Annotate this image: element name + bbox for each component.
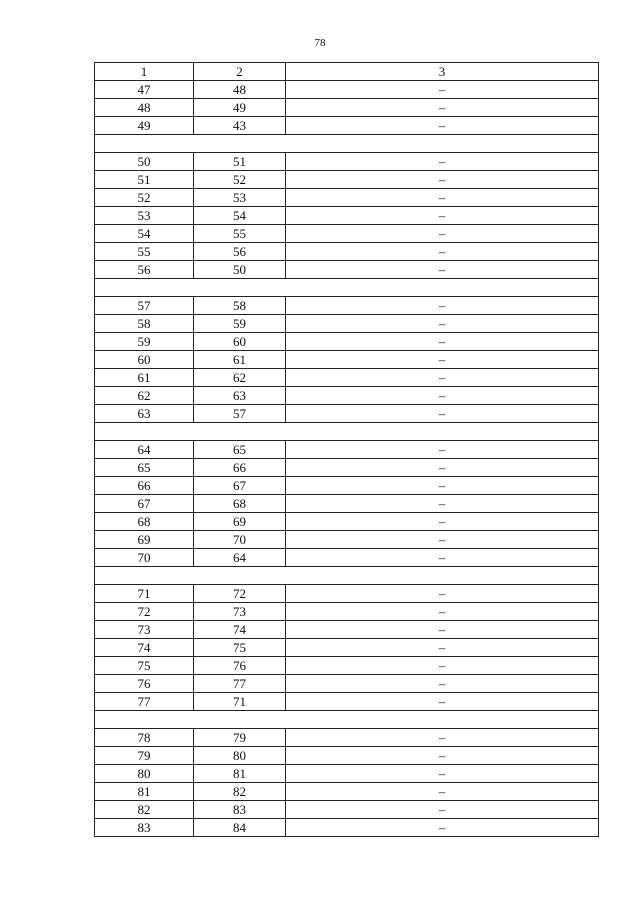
table-cell-col-1: 55	[95, 243, 194, 261]
table-row	[95, 783, 599, 801]
table-cell-col-2: 77	[194, 675, 286, 693]
table-cell-col-3: –	[286, 765, 599, 783]
table-cell-col-3: –	[286, 171, 599, 189]
table-row	[95, 585, 599, 603]
table-row	[95, 459, 599, 477]
table-cell-col-1: 62	[95, 387, 194, 405]
table-cell-col-3: –	[286, 675, 599, 693]
table-cell-col-3: –	[286, 603, 599, 621]
table-cell-col-3: –	[286, 747, 599, 765]
table-body	[95, 81, 599, 837]
table-cell-col-3: –	[286, 531, 599, 549]
table-cell-col-3: –	[286, 585, 599, 603]
table-cell-col-3: –	[286, 693, 599, 711]
table-row	[95, 495, 599, 513]
table-cell-col-1: 50	[95, 153, 194, 171]
table-cell-col-3: –	[286, 441, 599, 459]
column-header-2: 2	[194, 63, 286, 81]
table-cell-col-2: 71	[194, 693, 286, 711]
table-row	[95, 729, 599, 747]
page-number: 78	[314, 37, 326, 49]
table-row	[95, 369, 599, 387]
table-cell-col-3: –	[286, 369, 599, 387]
table-cell-col-2: 50	[194, 261, 286, 279]
table-cell-col-3: –	[286, 297, 599, 315]
header-row	[95, 63, 599, 81]
table-cell-col-2: 70	[194, 531, 286, 549]
table-cell-col-1: 82	[95, 801, 194, 819]
table-cell-col-2: 58	[194, 297, 286, 315]
table-row	[95, 801, 599, 819]
table-row	[95, 225, 599, 243]
group-separator-row	[95, 567, 599, 585]
group-separator-row	[95, 135, 599, 153]
table-cell-col-3: –	[286, 513, 599, 531]
table-cell-col-3: –	[286, 783, 599, 801]
table-cell-col-1: 53	[95, 207, 194, 225]
table-cell-col-3: –	[286, 459, 599, 477]
table-cell-col-1: 76	[95, 675, 194, 693]
table-row	[95, 387, 599, 405]
table-cell-col-1: 79	[95, 747, 194, 765]
table-row	[95, 477, 599, 495]
table-row	[95, 405, 599, 423]
table-cell-col-1: 54	[95, 225, 194, 243]
table-row	[95, 693, 599, 711]
table-cell-col-2: 56	[194, 243, 286, 261]
table-cell-col-1: 71	[95, 585, 194, 603]
table-cell-col-3: –	[286, 819, 599, 837]
table-cell-col-1: 48	[95, 99, 194, 117]
table-cell-col-1: 75	[95, 657, 194, 675]
table-row	[95, 819, 599, 837]
table-row	[95, 765, 599, 783]
table-row	[95, 531, 599, 549]
table-row	[95, 117, 599, 135]
table-row	[95, 351, 599, 369]
table-cell-col-3: –	[286, 621, 599, 639]
table-cell-col-3: –	[286, 477, 599, 495]
table-row	[95, 621, 599, 639]
table-cell-col-2: 66	[194, 459, 286, 477]
table-cell-col-3: –	[286, 729, 599, 747]
table-cell-col-2: 75	[194, 639, 286, 657]
table-cell-col-2: 83	[194, 801, 286, 819]
table-cell-col-2: 80	[194, 747, 286, 765]
table-cell-col-3: –	[286, 261, 599, 279]
table-cell-col-1: 52	[95, 189, 194, 207]
table-cell-col-2: 64	[194, 549, 286, 567]
table-cell-col-1: 78	[95, 729, 194, 747]
table-cell-col-2: 68	[194, 495, 286, 513]
table-cell-col-1: 61	[95, 369, 194, 387]
column-header-3: 3	[286, 63, 599, 81]
table-cell-col-2: 43	[194, 117, 286, 135]
table-cell-col-1: 68	[95, 513, 194, 531]
table-cell-col-2: 84	[194, 819, 286, 837]
table-cell-col-3: –	[286, 315, 599, 333]
table-cell-col-2: 81	[194, 765, 286, 783]
table-cell-col-3: –	[286, 153, 599, 171]
table-cell-col-3: –	[286, 333, 599, 351]
table-cell-col-2: 67	[194, 477, 286, 495]
table-cell-col-3: –	[286, 117, 599, 135]
table-cell-col-1: 65	[95, 459, 194, 477]
table-cell-col-2: 62	[194, 369, 286, 387]
table-cell-col-1: 57	[95, 297, 194, 315]
table-row	[95, 441, 599, 459]
table-cell-col-3: –	[286, 549, 599, 567]
table-row	[95, 189, 599, 207]
table-cell-col-1: 59	[95, 333, 194, 351]
table-cell-col-2: 57	[194, 405, 286, 423]
separator-cell	[95, 567, 599, 585]
table-row	[95, 81, 599, 99]
table-cell-col-3: –	[286, 81, 599, 99]
table-cell-col-2: 55	[194, 225, 286, 243]
table-cell-col-2: 72	[194, 585, 286, 603]
group-separator-row	[95, 711, 599, 729]
table-cell-col-2: 73	[194, 603, 286, 621]
column-header-1: 1	[95, 63, 194, 81]
table-cell-col-1: 49	[95, 117, 194, 135]
table-row	[95, 549, 599, 567]
table-cell-col-2: 54	[194, 207, 286, 225]
table-cell-col-1: 58	[95, 315, 194, 333]
table-cell-col-1: 70	[95, 549, 194, 567]
table-cell-col-3: –	[286, 225, 599, 243]
table-cell-col-3: –	[286, 495, 599, 513]
separator-cell	[95, 135, 599, 153]
table-row	[95, 297, 599, 315]
table-header	[95, 63, 599, 81]
table-cell-col-1: 77	[95, 693, 194, 711]
table-cell-col-2: 48	[194, 81, 286, 99]
table-row	[95, 747, 599, 765]
group-separator-row	[95, 423, 599, 441]
table-cell-col-1: 72	[95, 603, 194, 621]
separator-cell	[95, 423, 599, 441]
table-cell-col-2: 65	[194, 441, 286, 459]
table-row	[95, 657, 599, 675]
table-row	[95, 171, 599, 189]
table-cell-col-1: 60	[95, 351, 194, 369]
table-cell-col-1: 63	[95, 405, 194, 423]
table-cell-col-1: 73	[95, 621, 194, 639]
table-row	[95, 513, 599, 531]
table-row	[95, 207, 599, 225]
table-cell-col-1: 74	[95, 639, 194, 657]
table-row	[95, 333, 599, 351]
table-cell-col-3: –	[286, 207, 599, 225]
table-cell-col-3: –	[286, 243, 599, 261]
table-cell-col-2: 53	[194, 189, 286, 207]
table-cell-col-1: 64	[95, 441, 194, 459]
table-cell-col-2: 82	[194, 783, 286, 801]
table-row	[95, 675, 599, 693]
table-cell-col-1: 69	[95, 531, 194, 549]
table-cell-col-3: –	[286, 99, 599, 117]
table-cell-col-3: –	[286, 387, 599, 405]
table-row	[95, 639, 599, 657]
table-cell-col-3: –	[286, 405, 599, 423]
separator-cell	[95, 711, 599, 729]
table-cell-col-3: –	[286, 639, 599, 657]
table-cell-col-3: –	[286, 189, 599, 207]
table-cell-col-1: 51	[95, 171, 194, 189]
table-row	[95, 243, 599, 261]
table-cell-col-2: 76	[194, 657, 286, 675]
table-cell-col-2: 63	[194, 387, 286, 405]
table-cell-col-2: 49	[194, 99, 286, 117]
table-cell-col-1: 80	[95, 765, 194, 783]
table-cell-col-2: 60	[194, 333, 286, 351]
table-row	[95, 261, 599, 279]
table-cell-col-1: 47	[95, 81, 194, 99]
table-cell-col-3: –	[286, 657, 599, 675]
table-cell-col-2: 79	[194, 729, 286, 747]
separator-cell	[95, 279, 599, 297]
table-cell-col-1: 56	[95, 261, 194, 279]
table-row	[95, 315, 599, 333]
table-cell-col-2: 61	[194, 351, 286, 369]
table-cell-col-1: 83	[95, 819, 194, 837]
table-cell-col-1: 66	[95, 477, 194, 495]
table-cell-col-1: 81	[95, 783, 194, 801]
table-cell-col-2: 51	[194, 153, 286, 171]
table-row	[95, 603, 599, 621]
table-row	[95, 153, 599, 171]
table-cell-col-2: 59	[194, 315, 286, 333]
table-cell-col-2: 74	[194, 621, 286, 639]
table-cell-col-3: –	[286, 801, 599, 819]
group-separator-row	[95, 279, 599, 297]
table-cell-col-1: 67	[95, 495, 194, 513]
table-row	[95, 99, 599, 117]
table-cell-col-2: 69	[194, 513, 286, 531]
table-cell-col-2: 52	[194, 171, 286, 189]
table-cell-col-3: –	[286, 351, 599, 369]
data-table	[94, 62, 599, 837]
